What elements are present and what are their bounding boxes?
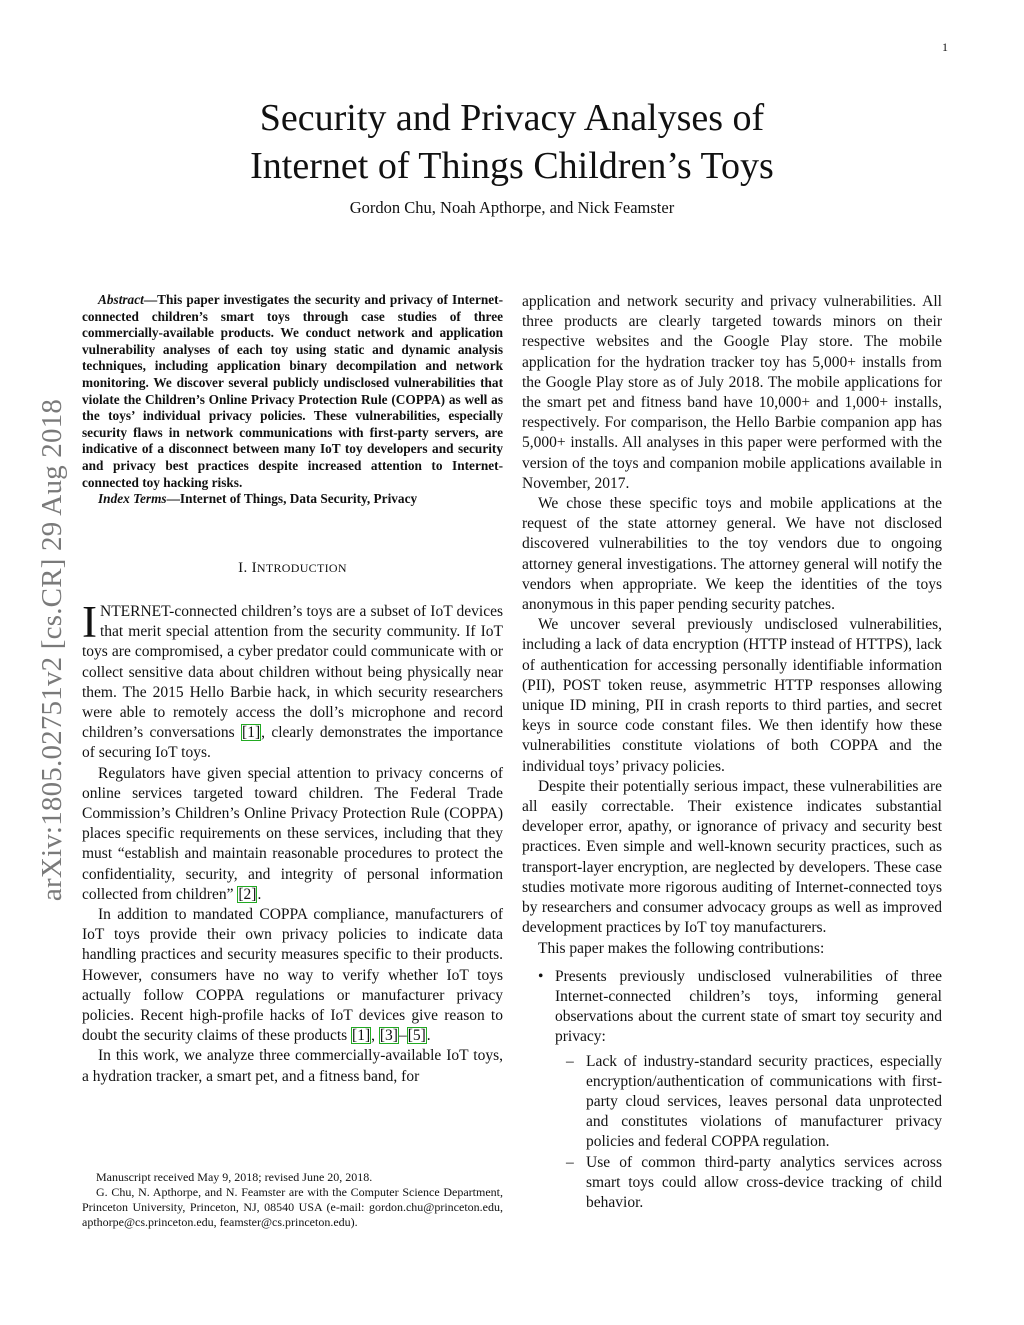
left-column bbox=[82, 292, 503, 1087]
citation-link-5[interactable]: [5] bbox=[407, 1027, 426, 1045]
footnotes bbox=[82, 1170, 503, 1230]
footnote-affiliation: G. Chu, N. Apthorpe, and N. Feamster are with the Computer Science Department, Princeton University, Princeton, NJ, 08540 USA (e-mail: gordon.chu@princeton.edu, apthorpe@cs.princeton.edu, feamster@cs.princeton.edu). bbox=[82, 1185, 503, 1229]
right-paragraph-5: This paper makes the following contributions: bbox=[538, 939, 825, 957]
section-title-initial: I bbox=[251, 559, 257, 576]
index-terms bbox=[82, 491, 503, 508]
title-line-1: Security and Privacy Analyses of bbox=[259, 97, 765, 139]
intro-paragraph-4: In this work, we analyze three commercially-available IoT toys, a hydration tracker, a smart pet, and a fitness band, for bbox=[82, 1047, 503, 1085]
intro-p3-text-b: . bbox=[426, 1027, 431, 1045]
right-paragraph-4: Despite their potentially serious impact, these vulnerabilities are all easily correctable. Their existence indicates substantial developer error, apathy, or ignorance of privacy and security best practices. Even simple and well-known security practices, such as transport-layer encryption, are neglected by developers. These case studies motivate more rigorous auditing of Internet-connected toys by researchers and consumer advocacy groups as well as improved development practices by IoT toy manufacturers. bbox=[522, 777, 942, 937]
section-title-rest: NTRODUCTION bbox=[256, 560, 347, 575]
sub-item-1: – Lack of industry-standard security practices, especially encryption/authentication of communications with first-party cloud services, leaves personal data unprotected and constitutes violations of manufacturer privacy policies and federal COPPA regulation. bbox=[586, 1052, 942, 1153]
intro-p1-text-b: , clearly demonstrates the importance of securing IoT toys. bbox=[82, 724, 503, 762]
citation-separator: , bbox=[371, 1027, 379, 1045]
citation-link-2[interactable]: [2] bbox=[238, 885, 257, 903]
section-heading-introduction bbox=[82, 558, 503, 578]
citation-link-1b[interactable]: [1] bbox=[352, 1027, 371, 1045]
intro-paragraph-2 bbox=[82, 764, 503, 905]
abstract-text: —This paper investigates the security and privacy of Internet-connected children’s smart toys through case studies of three commercially-available products. We conduct network and application vulnerability analyses of each toy using static and dynamic analysis techniques, including application binary decompilation and network monitoring. We discover several publicly undisclosed vulnerabilities that violate the Children’s Online Privacy Protection Rule (COPPA) as well as the toys’ individual privacy policies. These vulnerabilities, especially security flaws in network communications with first-party servers, are indicative of a disconnect between many IoT toy developers and security and privacy best practices despite increased attention to Internet-connected toy hacking risks. bbox=[82, 292, 503, 490]
footnote-received: Manuscript received May 9, 2018; revised June 20, 2018. bbox=[96, 1170, 373, 1184]
intro-paragraph-3 bbox=[82, 905, 503, 1046]
contribution-item bbox=[555, 967, 942, 1213]
citation-link-3[interactable]: [3] bbox=[379, 1027, 398, 1045]
citation-link-1[interactable]: [1] bbox=[242, 724, 261, 742]
intro-paragraph-1 bbox=[82, 596, 503, 764]
contributions-list bbox=[522, 967, 942, 1213]
paper-title bbox=[150, 94, 874, 190]
intro-p2-text-b: . bbox=[257, 885, 262, 903]
arxiv-identifier[interactable]: arXiv:1805.02751v2 [cs.CR] 29 Aug 2018 bbox=[36, 398, 68, 902]
sub-item-2: – Use of common third-party analytics services across smart toys could allow cross-device tracking of child behavior. bbox=[586, 1153, 942, 1214]
index-terms-label: Index Terms bbox=[98, 491, 167, 507]
right-paragraph-3: We uncover several previously undisclosed vulnerabilities, including a lack of data encryption (HTTP instead of HTTPS), lack of authentication for accessing personally identifiable information (PII), POST token reuse, asymmetric HTTP responses allowing unique ID mining, PII in crash reports to third parties, and secret keys in source code constant files. We then identify how these vulnerabilities constitute violations of both COPPA and the individual toys’ privacy policies. bbox=[522, 616, 942, 775]
title-line-2: Internet of Things Children’s Toys bbox=[250, 145, 774, 187]
intro-p3-text-a: In addition to mandated COPPA compliance, manufacturers of IoT toys provide their own privacy policies to indicate data handling practices and security measures specific to their products. However, consumers have no way to verify whether IoT toys actually follow COPPA regulations or manufacturer privacy policies. Recent high-profile hacks of IoT devices give reason to doubt the security claims of these products bbox=[82, 905, 503, 1045]
contribution-sublist bbox=[555, 1052, 942, 1214]
index-terms-text: —Internet of Things, Data Security, Privacy bbox=[166, 491, 418, 507]
section-number: I. bbox=[238, 559, 248, 576]
drop-cap: I bbox=[82, 596, 97, 647]
intro-p2-text-a: Regulators have given special attention to privacy concerns of online services targeted toward children. The Federal Trade Commission’s Children’s Online Privacy Protection Rule (COPPA) places specific requirements on these services, including that they must “establish and maintain reasonable procedures to protect the confidentiality, security, and integrity of personal information collected from children” bbox=[82, 764, 503, 903]
author-list: Gordon Chu, Noah Apthorpe, and Nick Feamster bbox=[349, 198, 675, 217]
intro-p1-text-a: NTERNET-connected children’s toys are a subset of IoT devices that merit special attention from the security community. If IoT toys are compromised, a cyber predator could communicate with or collect sensitive data about children without being physically near them. The 2015 Hello Barbie hack, in which security researchers were able to remotely access the doll’s microphone and record children’s conversations bbox=[82, 602, 503, 742]
page-number: 1 bbox=[942, 40, 948, 54]
right-paragraph-1: application and network security and privacy vulnerabilities. All three products are clearly targeted towards minors on their respective websites and the Google Play store. The mobile application for the hydration tracker toy has 5,000+ installs from the Google Play store as of July 2018. The mobile applications for the smart pet and fitness band have 10,000+ and 1,000+ installs, respectively. For comparison, the Hello Barbie companion app has 5,000+ installs. All analyses in this paper were performed with the version of the toys and companion mobile applications available in November, 2017. bbox=[522, 293, 942, 492]
right-paragraph-2: We chose these specific toys and mobile applications at the request of the state attorney general. We have not disclosed discovered vulnerabilities to the toy vendors due to ongoing attorney general investigations. The attorney general will notify the vendors when appropriate. We keep the identities of the toys anonymous in this paper pending security patches. bbox=[522, 495, 942, 614]
contribution-text: Presents previously undisclosed vulnerabilities of three Internet-connected children’s toys, informing general observations about the current state of smart toy security and privacy: bbox=[555, 967, 942, 1046]
abstract-label: Abstract bbox=[98, 292, 144, 307]
abstract bbox=[82, 292, 503, 491]
citation-range-dash: – bbox=[398, 1027, 407, 1045]
right-column bbox=[522, 292, 942, 1213]
